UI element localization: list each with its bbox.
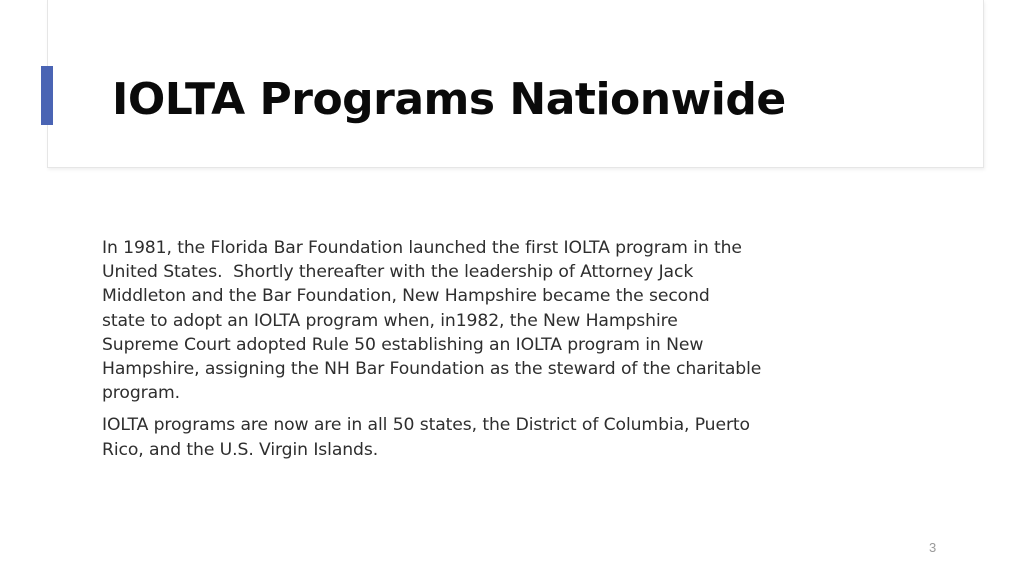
text-line: Middleton and the Bar Foundation, New Hampshire became the second [102, 286, 710, 307]
text-line: Hampshire, assigning the NH Bar Foundation as the steward of the charitable [102, 359, 762, 380]
text-line: In 1981, the Florida Bar Foundation launched the first IOLTA program in the [102, 238, 742, 258]
text-line: Rico, and the U.S. Virgin Islands. [102, 439, 379, 460]
text-line: IOLTA programs are now are in all 50 states, the District of Columbia, Puerto [102, 415, 750, 436]
text-line: program. [102, 383, 181, 404]
text-line: Supreme Court adopted Rule 50 establishing an IOLTA program in New [102, 334, 704, 355]
text-line: state to adopt an IOLTA program when, in1982, the New Hampshire [102, 310, 678, 331]
slide-body [102, 236, 822, 462]
slide-title: IOLTA Programs Nationwide [112, 74, 786, 125]
title-accent-bar [41, 66, 53, 125]
paragraph-history [102, 236, 822, 405]
text-line: United States. Shortly thereafter with the leadership of Attorney Jack [102, 262, 694, 283]
paragraph-coverage [102, 413, 822, 461]
page-number: 3 [929, 540, 937, 555]
